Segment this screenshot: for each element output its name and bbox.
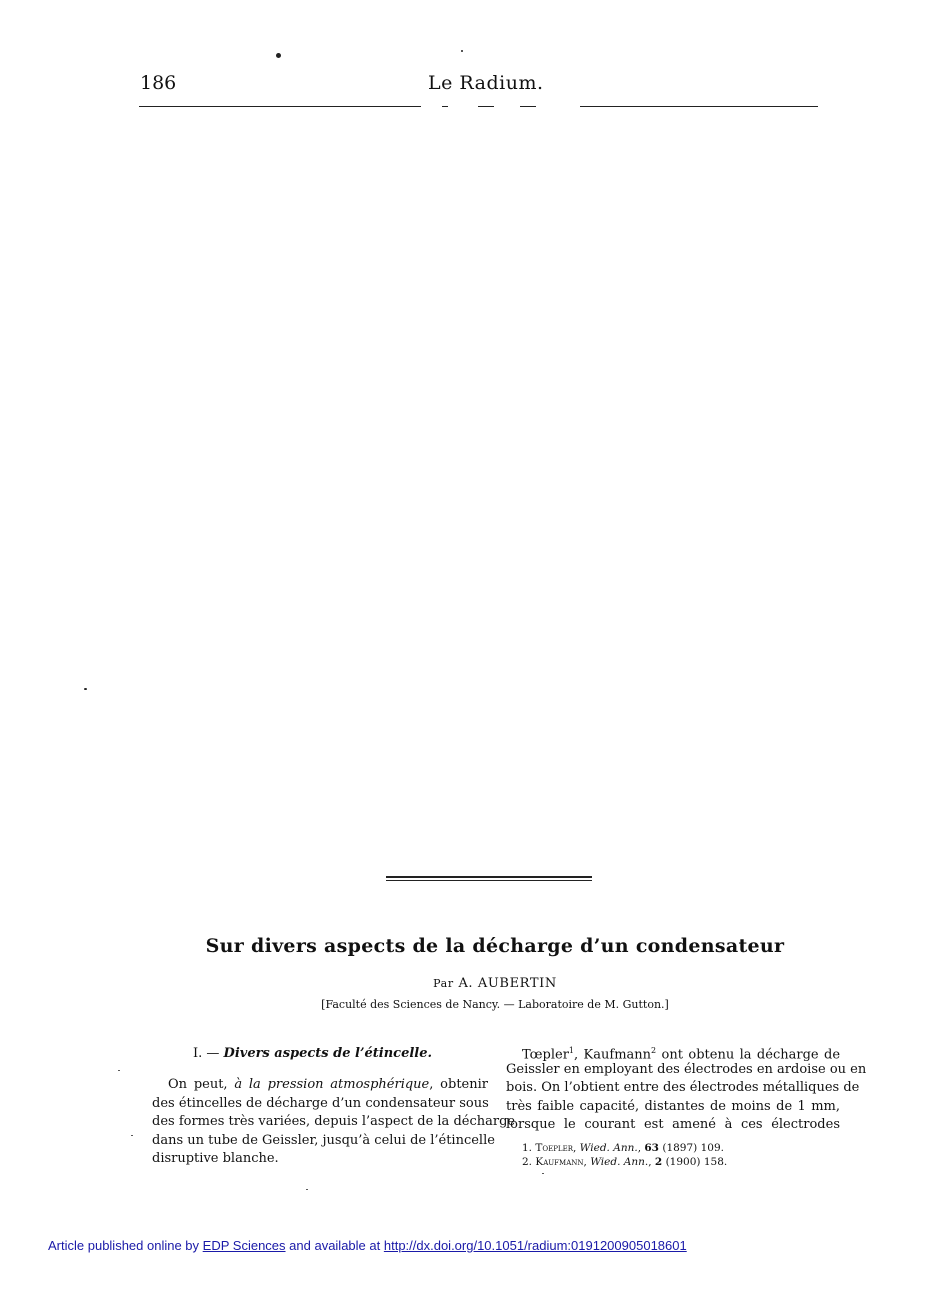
footer-middle: and available at xyxy=(289,1238,381,1253)
footnote: 1. Toepler, Wied. Ann., 63 (1897) 109. xyxy=(522,1142,724,1154)
paragraph-line: Geissler en employant des électrodes en ardoise ou en xyxy=(506,1061,867,1077)
scan-speck xyxy=(542,1173,544,1174)
scan-speck xyxy=(461,50,463,52)
footnote-author: Toepler xyxy=(535,1142,573,1154)
footnote-ref: 1 xyxy=(568,1046,574,1055)
author-name: A. AUBERTIN xyxy=(458,976,557,991)
header-rule-fragment xyxy=(478,106,494,107)
header-rule-fragment xyxy=(520,106,536,107)
left-column xyxy=(152,1076,516,1169)
footnote-journal: Wied. Ann. xyxy=(590,1156,649,1168)
article-title: Sur divers aspects de la décharge d’un condensateur xyxy=(205,935,785,957)
publication-footer xyxy=(48,1238,687,1253)
right-column xyxy=(506,1042,867,1135)
text-run: ont obtenu la décharge de xyxy=(656,1047,841,1063)
text-run: On peut, xyxy=(168,1077,228,1092)
doi-link[interactable]: http://dx.doi.org/10.1051/radium:0191200905018601 xyxy=(383,1238,687,1253)
affiliation: [Faculté des Sciences de Nancy. — Laboratoire de M. Gutton.] xyxy=(321,998,669,1011)
scan-speck xyxy=(306,1189,308,1190)
footnote-volume: 2 xyxy=(654,1156,663,1168)
paragraph-line xyxy=(506,1042,840,1061)
scan-speck xyxy=(131,1135,133,1136)
scan-speck xyxy=(84,688,87,690)
paragraph-line: disruptive blanche. xyxy=(152,1151,279,1166)
paragraph-line: lorsque le courant est amené à ces électrodes xyxy=(506,1117,840,1132)
footnote-number: 1. xyxy=(522,1142,533,1154)
section-title: Divers aspects de l’étincelle. xyxy=(223,1046,433,1061)
scan-speck xyxy=(276,53,281,58)
section-heading xyxy=(193,1046,432,1061)
header-rule-fragment xyxy=(442,106,448,107)
byline-prefix: Par xyxy=(433,977,454,990)
article-separator-rule xyxy=(386,876,592,878)
article-separator-rule xyxy=(386,880,592,881)
footnotes xyxy=(522,1141,727,1169)
running-title: Le Radium. xyxy=(428,72,544,94)
footnote-author: Kaufmann xyxy=(535,1156,584,1168)
byline xyxy=(0,976,930,991)
section-number: I. — xyxy=(193,1046,220,1061)
emphasis-run: à la pression atmosphérique xyxy=(234,1077,430,1092)
paragraph-line xyxy=(152,1076,488,1095)
footnote-number: 2. xyxy=(522,1156,533,1168)
header-rule xyxy=(580,106,818,107)
paragraph-line: des étincelles de décharge d’un condensateur sous xyxy=(152,1095,489,1111)
header-rule xyxy=(139,106,421,107)
footnote-ref-detail: (1900) 158. xyxy=(665,1156,728,1168)
paragraph-line: dans un tube de Geissler, jusqu’à celui de l’étincelle xyxy=(152,1132,495,1148)
footer-prefix: Article published online by xyxy=(48,1238,200,1253)
footnote-volume: 63 xyxy=(644,1142,659,1154)
text-run: , Kaufmann xyxy=(574,1047,652,1063)
page-number: 186 xyxy=(140,72,177,94)
footnote-ref-detail: (1897) 109. xyxy=(662,1142,724,1154)
text-run: Tœpler xyxy=(522,1047,569,1063)
footnote-journal: Wied. Ann. xyxy=(579,1142,638,1154)
paragraph-line: bois. On l’obtient entre des électrodes métalliques de xyxy=(506,1080,860,1095)
footnote-ref: 2 xyxy=(651,1046,657,1055)
edp-sciences-link[interactable]: EDP Sciences xyxy=(202,1238,286,1253)
text-run: , obtenir xyxy=(429,1077,488,1092)
paragraph-line: des formes très variées, depuis l’aspect de la décharge xyxy=(152,1114,516,1129)
scan-speck xyxy=(118,1070,120,1071)
footnote: 2. Kaufmann, Wied. Ann., 2 (1900) 158. xyxy=(522,1156,728,1168)
paragraph-line: très faible capacité, distantes de moins de 1 mm, xyxy=(506,1098,840,1114)
